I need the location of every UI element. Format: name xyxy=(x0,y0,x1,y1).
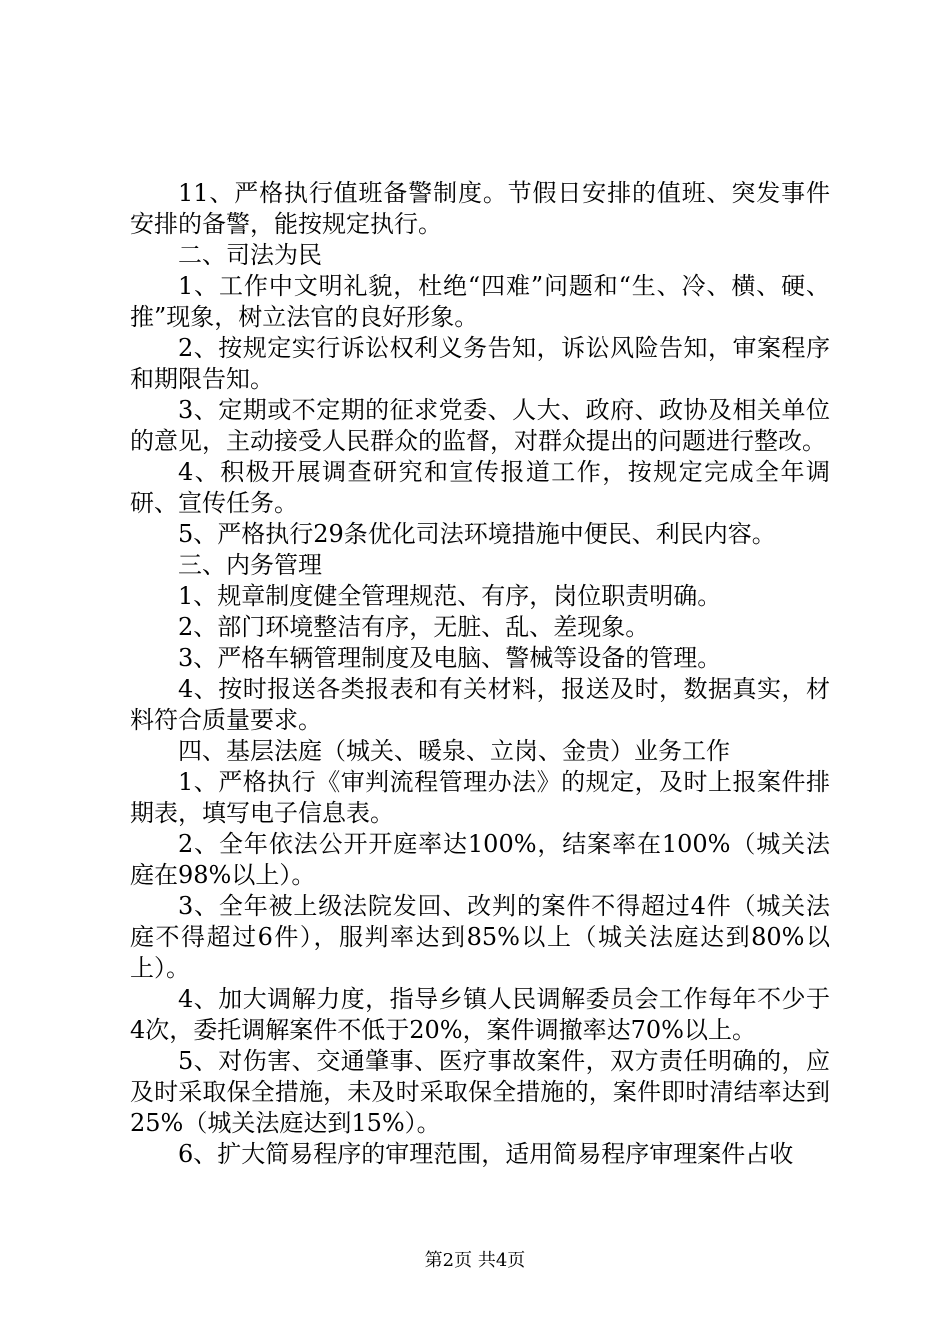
paragraph: 3、定期或不定期的征求党委、人大、政府、政协及相关单位的意见，主动接受人民群众的监督，对群众提出的问题进行整改。 xyxy=(130,396,830,455)
paragraph: 2、按规定实行诉讼权利义务告知，诉讼风险告知，审案程序和期限告知。 xyxy=(130,334,830,393)
section-heading: 三、内务管理 xyxy=(178,551,322,579)
section-heading: 二、司法为民 xyxy=(178,241,322,269)
paragraph: 6、扩大简易程序的审理范围，适用简易程序审理案件占收 xyxy=(178,1140,794,1168)
paragraph: 5、严格执行29条优化司法环境措施中便民、利民内容。 xyxy=(178,520,776,548)
paragraph: 4、加大调解力度，指导乡镇人民调解委员会工作每年不少于4次，委托调解案件不低于20%，案件调撤率达70%以上。 xyxy=(130,985,830,1044)
paragraph: 1、规章制度健全管理规范、有序，岗位职责明确。 xyxy=(178,582,722,610)
paragraph: 2、全年依法公开开庭率达100%，结案率在100%（城关法庭在98%以上）。 xyxy=(130,830,830,889)
document-body xyxy=(130,178,830,1170)
paragraph: 1、工作中文明礼貌，杜绝“四难”问题和“生、冷、横、硬、推”现象，树立法官的良好形象。 xyxy=(130,272,830,331)
paragraph: 1、严格执行《审判流程管理办法》的规定，及时上报案件排期表，填写电子信息表。 xyxy=(130,768,830,827)
paragraph: 5、对伤害、交通肇事、医疗事故案件，双方责任明确的，应及时采取保全措施，未及时采取保全措施的，案件即时清结率达到25%（城关法庭达到15%）。 xyxy=(130,1047,830,1137)
paragraph: 4、积极开展调查研究和宣传报道工作，按规定完成全年调研、宣传任务。 xyxy=(130,458,830,517)
section-heading: 四、基层法庭（城关、暖泉、立岗、金贵）业务工作 xyxy=(178,737,730,765)
paragraph: 3、全年被上级法院发回、改判的案件不得超过4件（城关法庭不得超过6件），服判率达到85%以上（城关法庭达到80%以上）。 xyxy=(130,892,830,982)
paragraph: 2、部门环境整洁有序，无脏、乱、差现象。 xyxy=(178,613,650,641)
paragraph: 3、严格车辆管理制度及电脑、警械等设备的管理。 xyxy=(178,644,722,672)
paragraph: 11、严格执行值班备警制度。节假日安排的值班、突发事件安排的备警，能按规定执行。 xyxy=(130,179,830,238)
page-footer: 第2页 共4页 xyxy=(424,1250,526,1271)
paragraph: 4、按时报送各类报表和有关材料，报送及时，数据真实，材料符合质量要求。 xyxy=(130,675,830,734)
